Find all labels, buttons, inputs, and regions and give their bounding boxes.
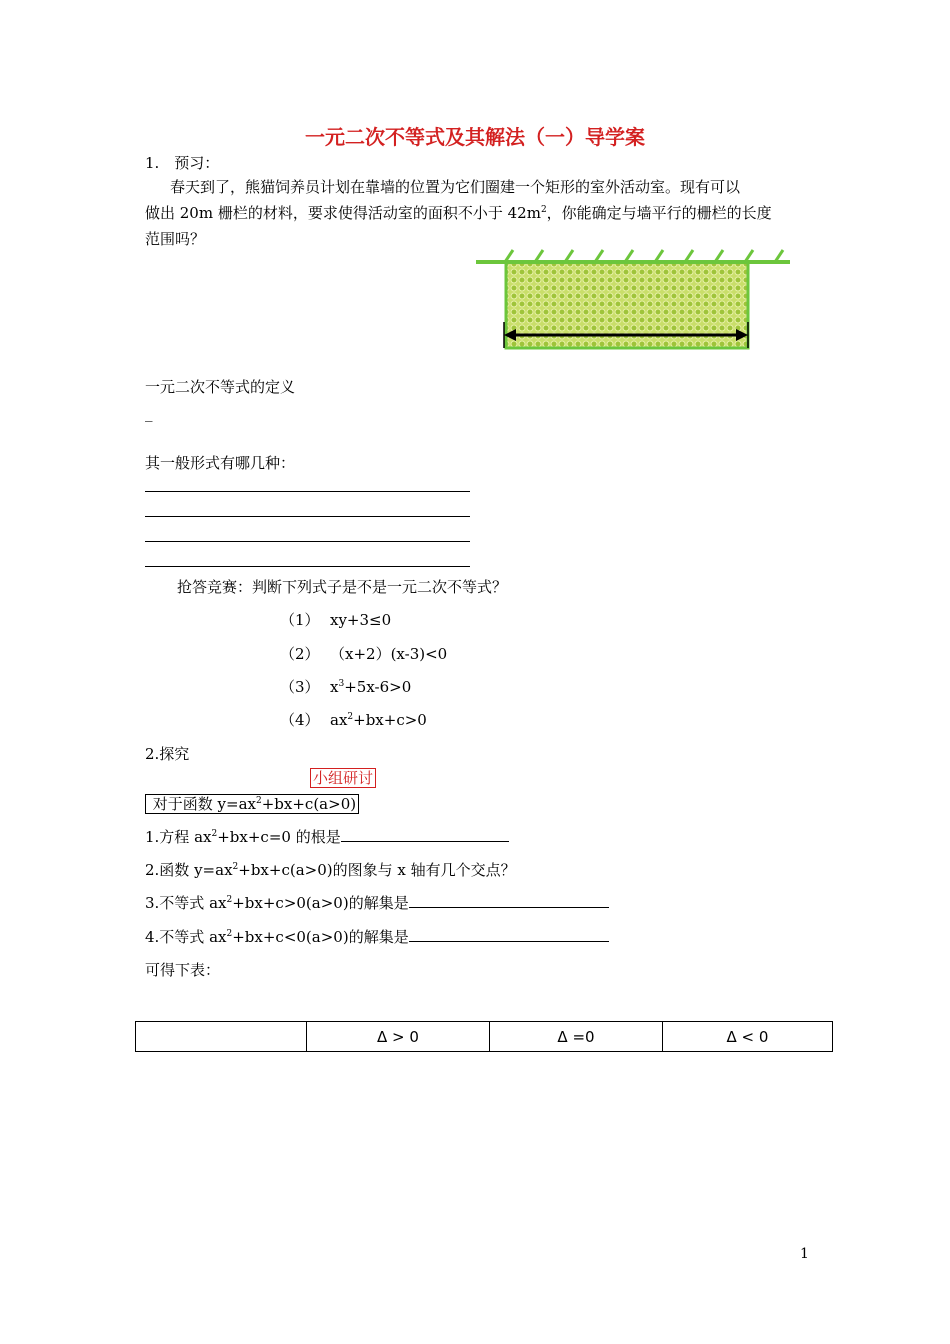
contest-item: （1） xy+3≤0 <box>280 611 392 629</box>
preview-paragraph-line1: 春天到了，熊猫饲养员计划在靠墙的位置为它们圈建一个矩形的室外活动室。现有可以 <box>170 178 741 196</box>
group-discussion-label: 小组研讨 <box>310 767 376 788</box>
answer-blank[interactable] <box>409 926 609 942</box>
table-cell: Δ < 0 <box>663 1022 833 1052</box>
fence-enclosure-diagram <box>470 244 796 352</box>
answer-blank[interactable] <box>341 826 509 842</box>
explore-heading: 2.探究 <box>145 745 190 763</box>
contest-item: （3） $x^3+5x-6>0$ <box>280 678 412 696</box>
general-form-label: 其一般形式有哪几种： <box>145 454 296 472</box>
contest-item: （4） $ax^2+bx+c>0$ <box>280 711 427 729</box>
page-number: 1 <box>800 1246 809 1262</box>
answer-line[interactable] <box>145 541 470 542</box>
table-intro: 可得下表： <box>145 961 221 979</box>
table-row <box>136 1022 833 1052</box>
question-2: 2.函数 $y=ax^2+bx+c(a>0)$的图象与 x 轴有几个交点？ <box>145 861 516 879</box>
table-cell: Δ =0 <box>490 1022 663 1052</box>
page-title: 一元二次不等式及其解法（一）导学案 <box>305 125 645 149</box>
definition-label: 一元二次不等式的定义 <box>145 378 296 396</box>
discriminant-table <box>135 1021 833 1052</box>
question-1: 1.方程 $ax^2+bx+c=0$ 的根是 <box>145 826 509 847</box>
table-cell: Δ > 0 <box>307 1022 490 1052</box>
preview-heading: 1. 预习： <box>145 154 220 172</box>
contest-prompt: 抢答竞赛：判断下列式子是不是一元二次不等式？ <box>177 578 508 596</box>
definition-blank[interactable]: _ <box>145 404 153 422</box>
contest-item: （2） （x+2）(x-3)<0 <box>280 645 448 663</box>
answer-line[interactable] <box>145 491 470 492</box>
answer-line[interactable] <box>145 566 470 567</box>
answer-line[interactable] <box>145 516 470 517</box>
preview-paragraph-line2: 做出 20m 栅栏的材料，要求使得活动室的面积不小于 $42m^2$，你能确定与墙平行的栅栏的长度 <box>145 204 772 222</box>
answer-blank[interactable] <box>409 892 609 908</box>
preview-paragraph-line3: 范围吗？ <box>145 230 206 248</box>
question-3: 3.不等式 $ax^2+bx+c>0(a>0)$的解集是 <box>145 892 609 913</box>
table-cell <box>136 1022 307 1052</box>
function-statement: 对于函数 $y=ax^2+bx+c(a>0)$ <box>145 793 359 814</box>
question-4: 4.不等式 $ax^2+bx+c<0(a>0)$的解集是 <box>145 926 609 947</box>
